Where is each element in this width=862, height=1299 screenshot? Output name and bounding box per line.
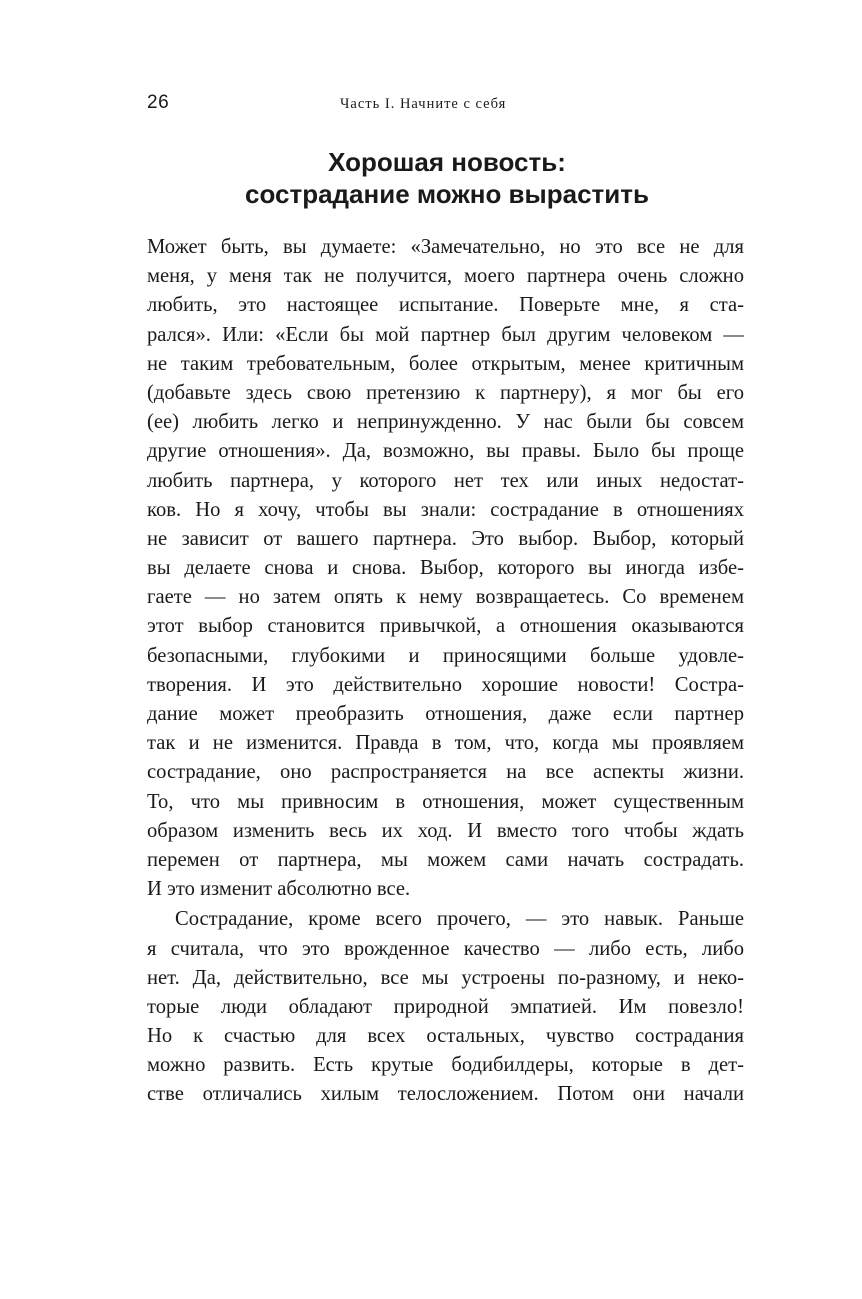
text-line: любить партнера, у которого нет тех или иных недостат- [147,469,744,492]
text-line: гаете — но затем опять к нему возвращаетесь. Со временем [147,586,744,609]
text-line: То, что мы привносим в отношения, может существенным [147,790,744,813]
text-line: стве отличались хилым телосложением. Потом они начали [147,1083,744,1106]
text-line: не зависит от вашего партнера. Это выбор. Выбор, который [147,527,744,550]
text-line: Сострадание, кроме всего прочего, — это навык. Раньше [175,908,744,931]
text-line: перемен от партнера, мы можем сами начать сострадать. [147,848,744,871]
text-line: другие отношения». Да, возможно, вы правы. Было бы проще [147,440,744,463]
text-line: (добавьте здесь свою претензию к партнеру), я мог бы его [147,381,744,404]
text-line: любить, это настоящее испытание. Поверьте мне, я ста- [147,294,744,317]
text-line: я считала, что это врожденное качество — либо есть, либо [147,937,744,960]
running-head: Часть I. Начните с себя [340,96,507,112]
text-line: безопасными, глубокими и приносящими больше удовле- [147,644,744,667]
text-line: Но к счастью для всех остальных, чувство сострадания [147,1025,744,1048]
text-line: не таким требовательным, более открытым, менее критичным [147,352,744,375]
text-line: образом изменить весь их ход. И вместо того чтобы ждать [147,819,744,842]
text-line: (ее) любить легко и непринужденно. У нас были бы совсем [147,411,744,434]
text-line: Может быть, вы думаете: «Замечательно, но это все не для [147,236,744,258]
section-title-line: Хорошая новость: [328,147,566,177]
text-line: ков. Но я хочу, чтобы вы знали: сострадание в отношениях [147,498,744,521]
text-line: сострадание, оно распространяется на все аспекты жизни. [147,761,744,784]
section-title-line: сострадание можно вырастить [245,179,649,209]
text-line: И это изменит абсолютно все. [147,878,411,901]
text-line: можно развить. Есть крутые бодибилдеры, которые в дет- [147,1054,744,1077]
body-text [147,233,744,1110]
text-line: вы делаете снова и снова. Выбор, которого вы иногда избе- [147,557,744,580]
page-number: 26 [147,92,170,113]
text-line: нет. Да, действительно, все мы устроены по-разному, и неко- [147,966,744,989]
text-line: дание может преобразить отношения, даже если партнер [147,703,744,725]
section-title [147,146,747,210]
text-line: этот выбор становится привычкой, а отношения оказываются [147,615,744,638]
paragraph [147,233,744,904]
text-line: так и не изменится. Правда в том, что, когда мы проявляем [147,732,744,755]
text-line: творения. И это действительно хорошие новости! Состра- [147,673,744,696]
paragraph [147,905,744,1109]
text-line: торые люди обладают природной эмпатией. Им повезло! [147,995,744,1018]
text-line: меня, у меня так не получится, моего партнера очень сложно [147,265,744,288]
text-line: рался». Или: «Если бы мой партнер был другим человеком — [147,323,744,346]
